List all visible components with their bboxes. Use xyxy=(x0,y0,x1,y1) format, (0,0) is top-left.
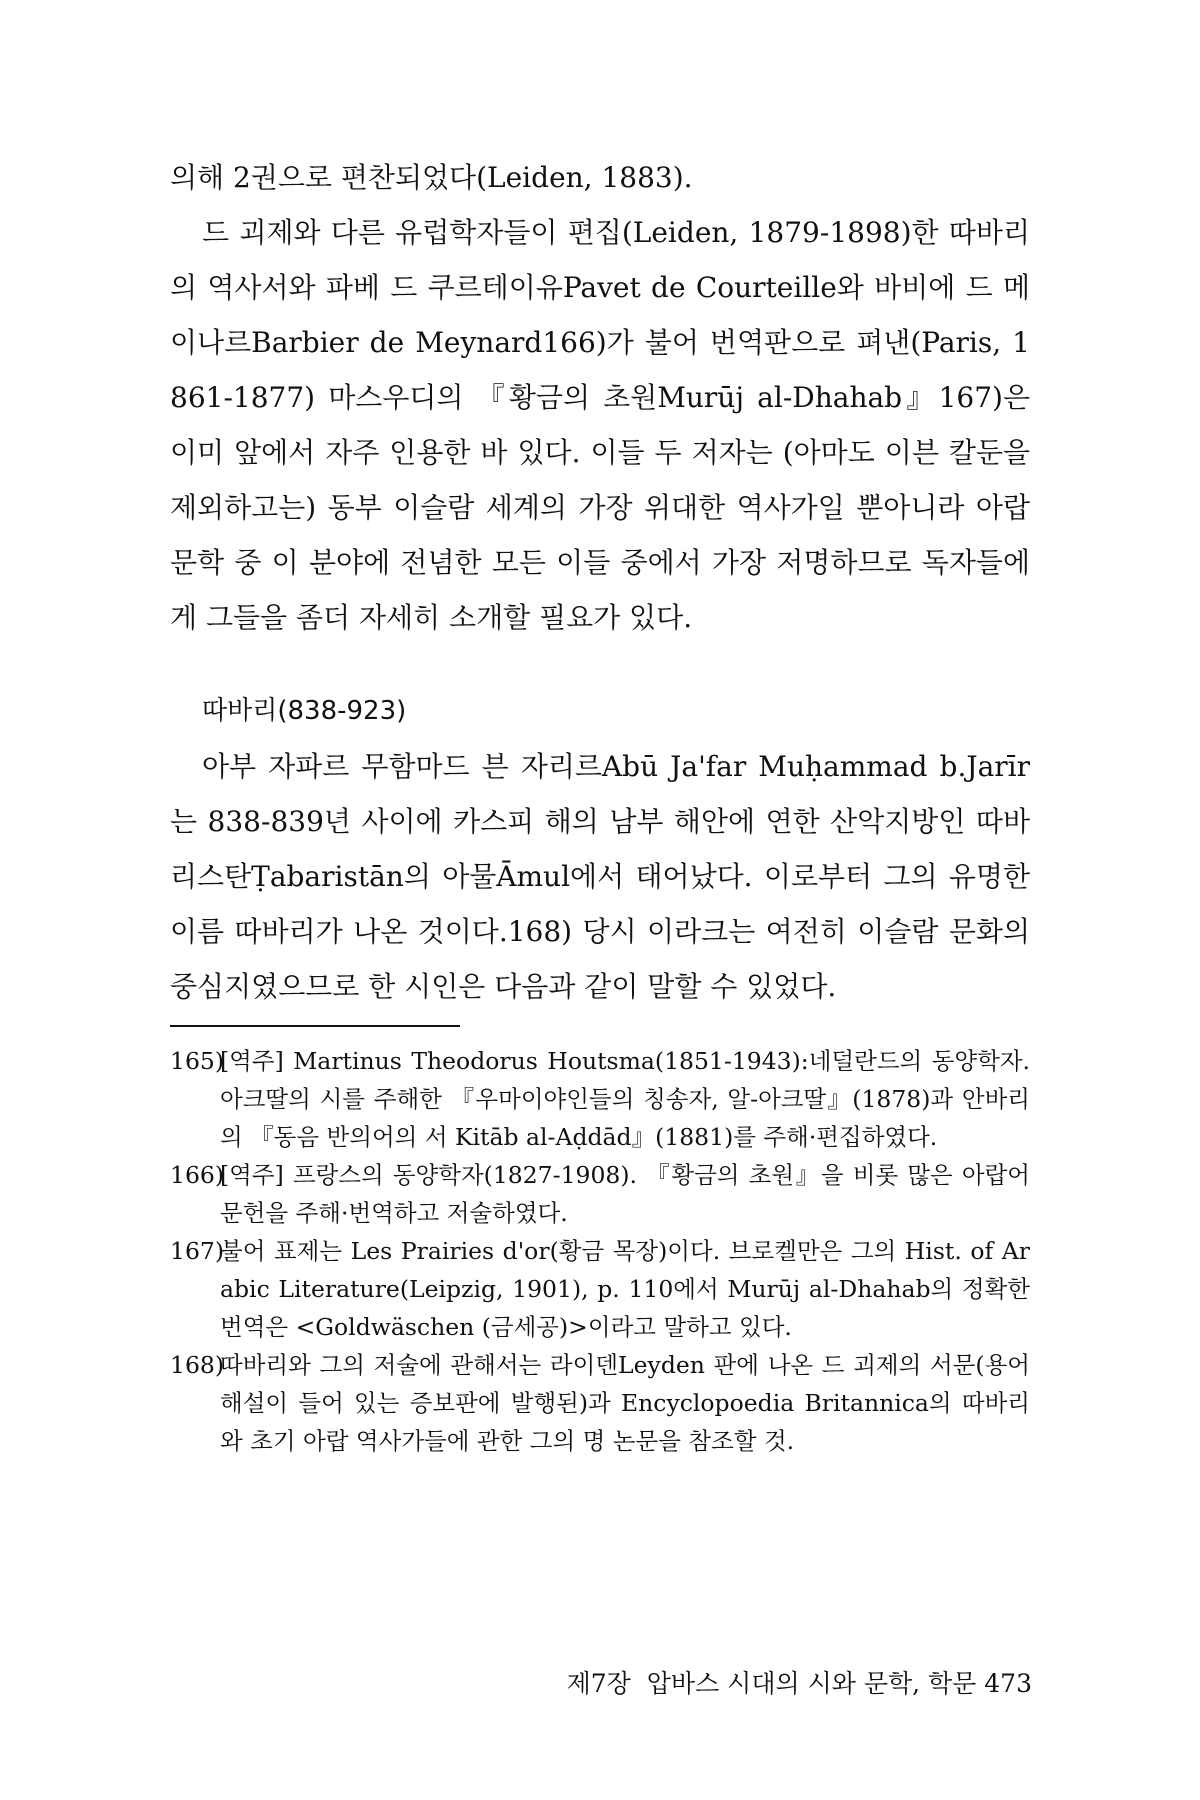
footnote-number: 166) xyxy=(170,1161,225,1189)
footnote-number: 167) xyxy=(170,1237,225,1265)
footnote-text: [역주] 프랑스의 동양학자(1827-1908). 『황금의 초원』을 비롯 많은 아랍어 문헌을 주해·번역하고 저술하였다. xyxy=(220,1161,1030,1227)
page-footer xyxy=(567,1668,1032,1700)
footnote-165 xyxy=(170,1042,1030,1156)
footnote-168 xyxy=(170,1346,1030,1460)
footnote-text: [역주] Martinus Theodorus Houtsma(1851-1943):네덜란드의 동양학자. 아크딸의 시를 주해한 『우마이야인들의 칭송자, 알-아크딸』(1878)과 안바리의 『동음 반의어의 서 Kitāb al-Aḍdād』(1881)를 주해·편집하였다. xyxy=(220,1047,1030,1151)
footnote-number: 168) xyxy=(170,1351,225,1379)
footnote-number: 165) xyxy=(170,1047,225,1075)
paragraph-historians-intro: 드 괴제와 다른 유럽학자들이 편집(Leiden, 1879-1898)한 따바리의 역사서와 파베 드 쿠르테이유Pavet de Courteille와 바비에 드 메이나르Barbier de Meynard166)가 불어 번역판으로 펴낸(Paris, 1861-1877) 마스우디의 『황금의 초원Murūj al-Dhahab』167)은 이미 앞에서 자주 인용한 바 있다. 이들 두 저자는 (아마도 이븐 칼둔을 제외하고는) 동부 이슬람 세계의 가장 위대한 역사가일 뿐아니라 아랍 문학 중 이 분야에 전념한 모든 이들 중에서 가장 저명하므로 독자들에게 그들을 좀더 자세히 소개할 필요가 있다. xyxy=(170,216,1030,634)
footnote-167 xyxy=(170,1232,1030,1346)
footnotes xyxy=(170,1042,1030,1460)
page-number: 473 xyxy=(984,1669,1032,1698)
paragraph-tabari-birth: 아부 자파르 무함마드 븐 자리르Abū Ja'far Muḥammad b.Jarīr는 838-839년 사이에 카스피 해의 남부 해안에 연한 산악지방인 따바리스탄Ṭabaristān의 아물Āmul에서 태어났다. 이로부터 그의 유명한 이름 따바리가 나온 것이다.168) 당시 이라크는 여전히 이슬람 문화의 중심지였으므로 한 시인은 다음과 같이 말할 수 있었다. xyxy=(170,750,1030,1003)
paragraph-continued: 의해 2권으로 편찬되었다(Leiden, 1883). xyxy=(170,161,693,194)
main-text xyxy=(170,150,1030,1014)
chapter-title: 압바스 시대의 시와 문학, 학문 xyxy=(646,1669,977,1698)
footnote-text: 따바리와 그의 저술에 관해서는 라이덴Leyden 판에 나온 드 괴제의 서문(용어 해설이 들어 있는 증보판에 발행된)과 Encyclopoedia Britannica의 따바리와 초기 아랍 역사가들에 관한 그의 명 논문을 참조할 것. xyxy=(220,1351,1030,1455)
section-heading-tabari: 따바리(838-923) xyxy=(202,696,407,726)
footnote-166 xyxy=(170,1156,1030,1232)
footnote-text: 불어 표제는 Les Prairies d'or(황금 목장)이다. 브로켈만은 그의 Hist. of Arabic Literature(Leipzig, 1901), p. 110에서 Murūj al-Dhahab의 정확한 번역은 <Goldwäschen (금세공)>이라고 말하고 있다. xyxy=(220,1237,1030,1341)
chapter-label: 제7장 xyxy=(566,1669,631,1698)
footnote-divider xyxy=(170,1025,460,1027)
